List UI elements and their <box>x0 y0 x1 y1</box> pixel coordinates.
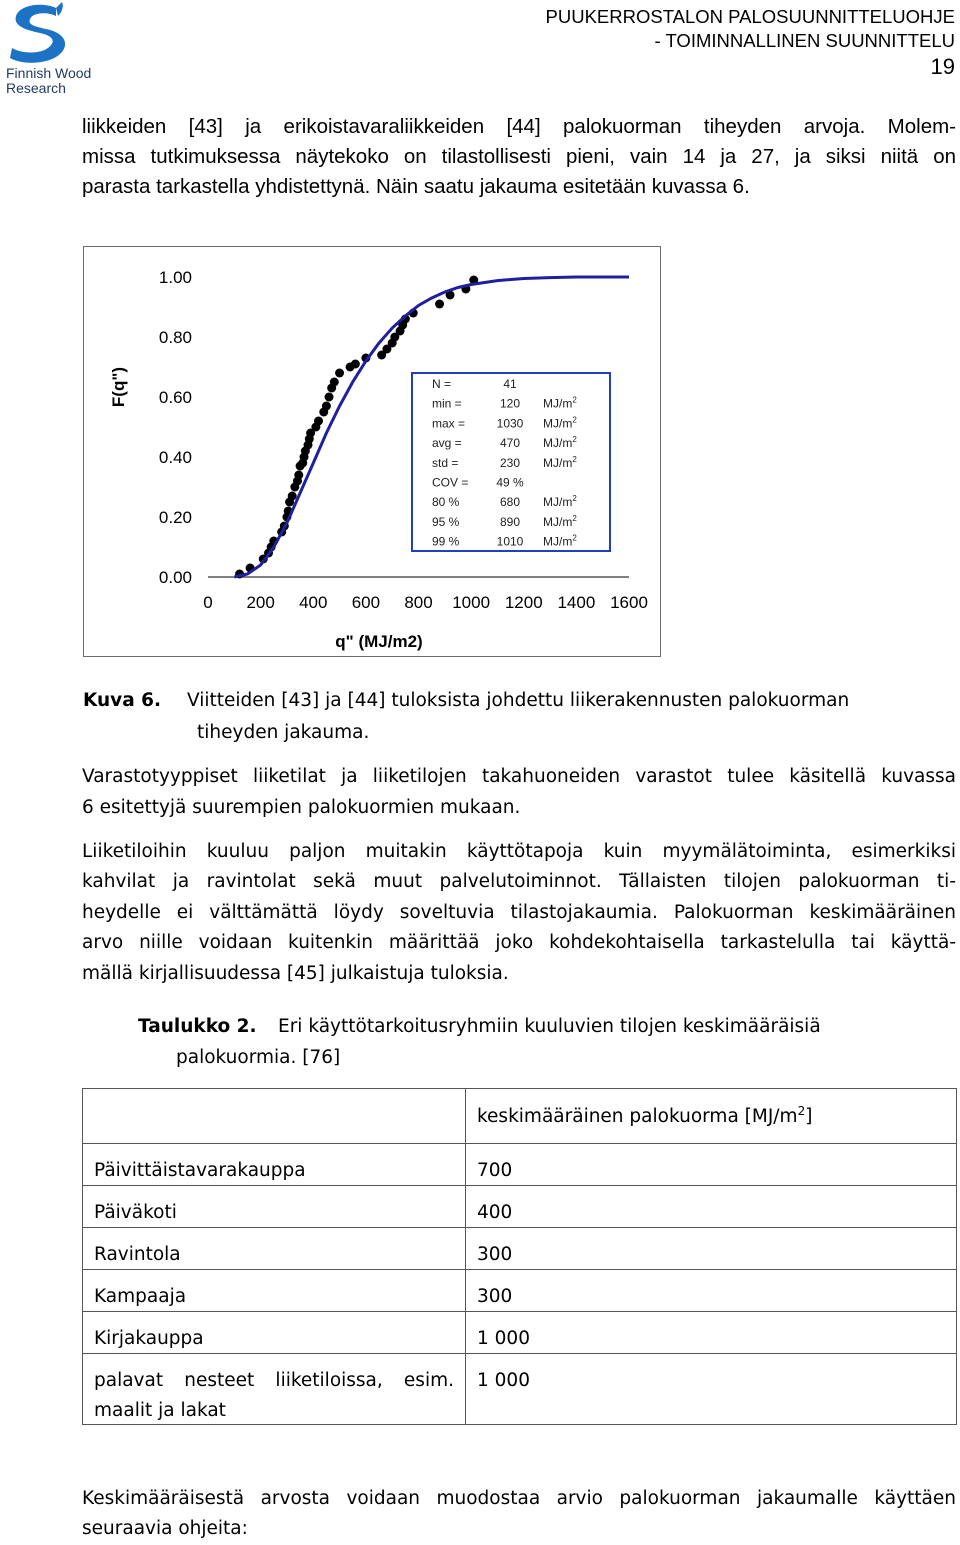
stats-value: 230 <box>499 455 521 470</box>
page-number: 19 <box>930 54 955 79</box>
stats-unit: $MJ/m^2$ <box>543 533 577 549</box>
stats-unit: $MJ/m^2$ <box>543 513 577 529</box>
intro-line: parasta tarkastella yhdistettynä. Näin saatu jakauma esitetään kuvassa 6. <box>82 175 750 198</box>
table-row-name: Kirjakauppa <box>94 1328 204 1349</box>
x-tick-label: 400 <box>299 593 328 612</box>
chart-frame <box>83 246 661 657</box>
data-point <box>330 378 339 387</box>
y-tick-label: 0.60 <box>158 388 192 407</box>
para2-line: Liiketiloihin kuuluu paljon muitakin käyttötapoja kuin myymälätoiminta, esimerkiksi <box>82 841 956 862</box>
data-point <box>435 300 444 309</box>
data-point <box>288 492 297 501</box>
logo-line2: Research <box>6 80 66 96</box>
table-row-name: maalit ja lakat <box>94 1400 226 1421</box>
closing-line: Keskimääräisestä arvosta voidaan muodostaa arvio palokuorman jakaumalle käyttäen <box>82 1488 956 1509</box>
para2-line: kahvilat ja ravintolat sekä muut palvelutoiminnot. Tällaisten tilojen palokuorman ti- <box>82 871 956 892</box>
para2-line: mällä kirjallisuudessa [45] julkaistuja tuloksia. <box>82 963 509 984</box>
stats-value: 1010 <box>496 534 524 549</box>
table-row-value: 300 <box>477 1286 513 1307</box>
table-header-right: keskimääräinen palokuorma $[MJ/m^2]$ <box>477 1104 813 1128</box>
table-row-value: 400 <box>477 1202 513 1223</box>
logo <box>4 2 94 94</box>
table-row-name: Kampaaja <box>94 1286 187 1307</box>
logo-mark-icon <box>6 2 76 66</box>
stats-label: COV = <box>432 475 469 490</box>
stats-value: 49 % <box>496 475 524 490</box>
stats-unit: $MJ/m^2$ <box>543 395 577 411</box>
intro-line: missa tutkimuksessa näytekoko on tilastollisesti pieni, vain 14 ja 27, ja siksi niitä on <box>82 145 956 168</box>
x-tick-label: 1200 <box>504 593 543 612</box>
stats-unit: $MJ/m^2$ <box>543 494 577 510</box>
y-tick-label: 0.40 <box>158 448 192 467</box>
x-tick-label: 1400 <box>557 593 596 612</box>
table-row-name: palavat nesteet liiketiloissa, esim. <box>94 1370 454 1391</box>
closing-line: seuraavia ohjeita: <box>82 1518 248 1539</box>
table-caption-line1: Eri käyttötarkoitusryhmiin kuuluvien tilojen keskimääräisiä <box>278 1016 821 1037</box>
figure-label: Kuva 6. <box>83 690 162 711</box>
table-row-name: Päiväkoti <box>94 1202 177 1223</box>
stats-value: 1030 <box>496 416 524 431</box>
data-point <box>335 369 344 378</box>
y-tick-label: 0.00 <box>158 568 192 587</box>
data-point <box>294 471 303 480</box>
data-point <box>322 402 331 411</box>
x-tick-label: 600 <box>351 593 381 612</box>
x-tick-label: 1000 <box>452 593 491 612</box>
stats-unit: $MJ/m^2$ <box>543 454 577 470</box>
table-label: Taulukko 2. <box>138 1016 257 1037</box>
para2-line: heydelle ei välttämättä löydy soveltuvia tilastojakaumia. Palokuorman keskimääräinen <box>82 902 956 923</box>
stats-label: avg = <box>432 436 462 451</box>
cdf-chart <box>84 247 659 655</box>
y-tick-label: 0.20 <box>158 508 192 527</box>
stats-value: 680 <box>499 495 521 510</box>
stats-value: 890 <box>499 514 521 529</box>
y-tick-label: 0.80 <box>158 328 192 347</box>
intro-line: liikkeiden [43] ja erikoistavaraliikkeiden [44] palokuorman tiheyden arvoja. Molem- <box>82 115 956 138</box>
data-point <box>314 417 323 426</box>
stats-value: 120 <box>499 396 521 411</box>
table-row-value: 1 000 <box>477 1370 530 1391</box>
stats-unit: $MJ/m^2$ <box>543 415 577 431</box>
figure-caption-line1: Viitteiden [43] ja [44] tuloksista johdettu liikerakennusten palokuorman <box>187 690 850 711</box>
x-tick-label: 1600 <box>610 593 648 612</box>
x-tick-label: 200 <box>246 593 275 612</box>
stats-label: N = <box>432 377 452 391</box>
para2-line: arvo niille voidaan kuitenkin määrittää joko kohdekohtaisella tarkastelulla tai käyttä- <box>82 932 956 953</box>
header-title-line2: - TOIMINNALLINEN SUUNNITTELU <box>654 30 955 51</box>
x-tick-label: 0 <box>203 593 213 612</box>
data-point <box>351 360 360 369</box>
table-row-name: Ravintola <box>94 1244 181 1265</box>
x-axis-label: q" (MJ/m2) <box>335 632 423 651</box>
stats-unit: $MJ/m^2$ <box>543 435 577 451</box>
stats-value: 41 <box>503 377 517 391</box>
table-row-name: Päivittäistavarakauppa <box>94 1160 306 1181</box>
table-row-value: 1 000 <box>477 1328 530 1349</box>
para1-line: Varastotyyppiset liiketilat ja liiketilojen takahuoneiden varastot tulee käsitellä kuvassa <box>82 766 956 787</box>
table-row-value: 300 <box>477 1244 513 1265</box>
figure-caption-line2: tiheyden jakauma. <box>197 722 370 743</box>
logo-line1: Finnish Wood <box>6 65 92 81</box>
data-point <box>325 393 334 402</box>
x-tick-label: 800 <box>404 593 433 612</box>
stats-label: min = <box>432 396 462 411</box>
stats-label: max = <box>432 416 466 431</box>
stats-value: 470 <box>499 436 521 451</box>
y-axis-label: F(q") <box>109 366 128 408</box>
table-row-value: 700 <box>477 1160 513 1181</box>
y-tick-label: 1.00 <box>158 268 192 287</box>
header-title-line1: PUUKERROSTALON PALOSUUNNITTELUOHJE <box>545 6 955 27</box>
para1-line: 6 esitettyjä suurempien palokuormien mukaan. <box>82 797 521 818</box>
table-caption-line2: palokuormia. [76] <box>176 1047 341 1068</box>
stats-label: 80 % <box>432 495 460 510</box>
stats-label: 95 % <box>432 514 460 529</box>
stats-label: 99 % <box>432 534 460 549</box>
fire-load-table <box>82 1088 957 1425</box>
stats-label: std = <box>432 455 459 470</box>
